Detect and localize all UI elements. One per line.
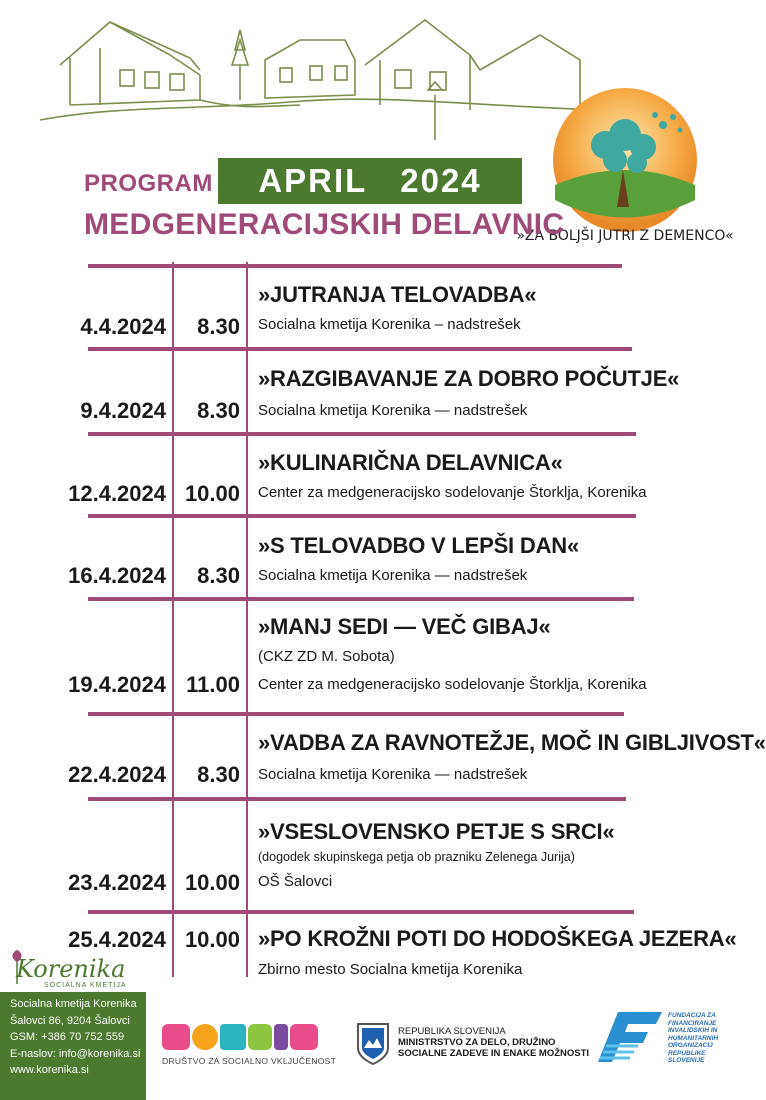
event-date: 9.4.2024 [80, 398, 166, 423]
contact-website: www.korenika.si [10, 1064, 89, 1076]
fundacija-line: INVALIDSKIH IN [668, 1027, 718, 1034]
event-time: 8.30 [197, 563, 240, 588]
event-location: Center za medgeneracijsko sodelovanje Štorklja, Korenika [258, 676, 647, 693]
event-time: 8.30 [197, 398, 240, 423]
fundacija-logo-icon [598, 1010, 664, 1064]
event-date: 16.4.2024 [68, 563, 166, 588]
mozaik-tagline: DRUŠTVO ZA SOCIALNO VKLJUČENOST [162, 1056, 337, 1066]
contact-email: E-naslov: info@korenika.si [10, 1047, 141, 1060]
event-time: 8.30 [197, 314, 240, 339]
ministry-text [398, 1026, 589, 1059]
logo-arc-text: »ZA BOLJŠI JUTRI Z DEMENCO« [516, 228, 734, 244]
ministry-line: REPUBLIKA SLOVENIJA [398, 1026, 506, 1037]
fundacija-line: REPUBLIKE [668, 1049, 706, 1057]
event-time: 10.00 [184, 927, 240, 952]
contact-phone: GSM: +386 70 752 559 [10, 1031, 125, 1043]
row-divider [88, 347, 632, 351]
page-title: APRIL 2024 [218, 158, 522, 204]
dementia-initiative-logo [516, 85, 734, 245]
event-title: »MANJ SEDI — VEČ GIBAJ« [258, 614, 551, 639]
row-divider [88, 712, 624, 716]
event-title: »JUTRANJA TELOVADBA« [258, 282, 537, 307]
event-title: »RAZGIBAVANJE ZA DOBRO POČUTJE« [258, 366, 680, 391]
event-date: 4.4.2024 [80, 314, 166, 339]
event-title: »PO KROŽNI POTI DO HODOŠKEGA JEZERA« [258, 926, 737, 951]
event-location: Zbirno mesto Socialna kmetija Korenika [258, 961, 523, 978]
fundacija-line: ORGANIZACIJ [668, 1042, 713, 1049]
event-location: OŠ Šalovci [258, 873, 333, 890]
event-title: »VADBA ZA RAVNOTEŽJE, MOČ IN GIBLJIVOST« [258, 730, 766, 755]
slovenia-coat-of-arms-icon [356, 1022, 390, 1066]
korenika-logo: Korenika [16, 955, 126, 983]
fundacija-line: FINANCIRANJE [668, 1019, 717, 1027]
event-time: 10.00 [184, 870, 240, 895]
row-divider [88, 264, 622, 268]
event-title: »KULINARIČNA DELAVNICA« [258, 450, 563, 475]
page-subtitle: MEDGENERACIJSKIH DELAVNIC [84, 208, 565, 241]
program-label: PROGRAM [84, 170, 213, 197]
event-location: Socialna kmetija Korenika — nadstrešek [258, 567, 528, 584]
row-divider [88, 432, 636, 436]
row-divider [88, 514, 636, 518]
korenika-tagline: SOCIALNA KMETIJA [44, 982, 127, 989]
event-date: 22.4.2024 [68, 762, 166, 787]
event-date: 23.4.2024 [68, 870, 166, 895]
row-divider [88, 597, 634, 601]
event-time: 11.00 [186, 672, 240, 697]
event-location: Socialna kmetija Korenika — nadstrešek [258, 766, 528, 783]
event-time: 10.00 [184, 481, 240, 506]
event-location: Socialna kmetija Korenika — nadstrešek [258, 402, 528, 419]
event-date: 19.4.2024 [68, 672, 166, 697]
fundacija-text [668, 1012, 718, 1065]
row-divider [88, 797, 626, 801]
event-location: Center za medgeneracijsko sodelovanje Štorklja, Korenika [258, 484, 647, 501]
event-time: 8.30 [197, 762, 240, 787]
event-note: (dogodek skupinskega petja ob prazniku Zelenega Jurija) [258, 850, 575, 864]
column-divider [246, 262, 248, 977]
event-date: 12.4.2024 [68, 481, 166, 506]
fundacija-line: FUNDACIJA ZA [668, 1012, 716, 1019]
event-title: »VSESLOVENSKO PETJE S SRCI« [258, 819, 615, 844]
event-note: (CKZ ZD M. Sobota) [258, 648, 395, 665]
fundacija-line: SLOVENIJE [668, 1057, 705, 1064]
contact-address: Šalovci 86, 9204 Šalovci [10, 1014, 130, 1027]
contact-box [0, 992, 146, 1100]
event-title: »S TELOVADBO V LEPŠI DAN« [258, 533, 579, 558]
farm-line-art [40, 10, 600, 150]
ministry-line: SOCIALNE ZADEVE IN ENAKE MOŽNOSTI [398, 1048, 590, 1059]
event-date: 25.4.2024 [68, 927, 166, 952]
ministry-line: MINISTRSTVO ZA DELO, DRUŽINO [398, 1037, 556, 1048]
row-divider [88, 910, 634, 914]
mozaik-logo-graphic [162, 1020, 320, 1054]
contact-name: Socialna kmetija Korenika [10, 998, 137, 1010]
fundacija-line: HUMANITARNIH [668, 1034, 719, 1042]
event-location: Socialna kmetija Korenika – nadstrešek [258, 316, 521, 333]
